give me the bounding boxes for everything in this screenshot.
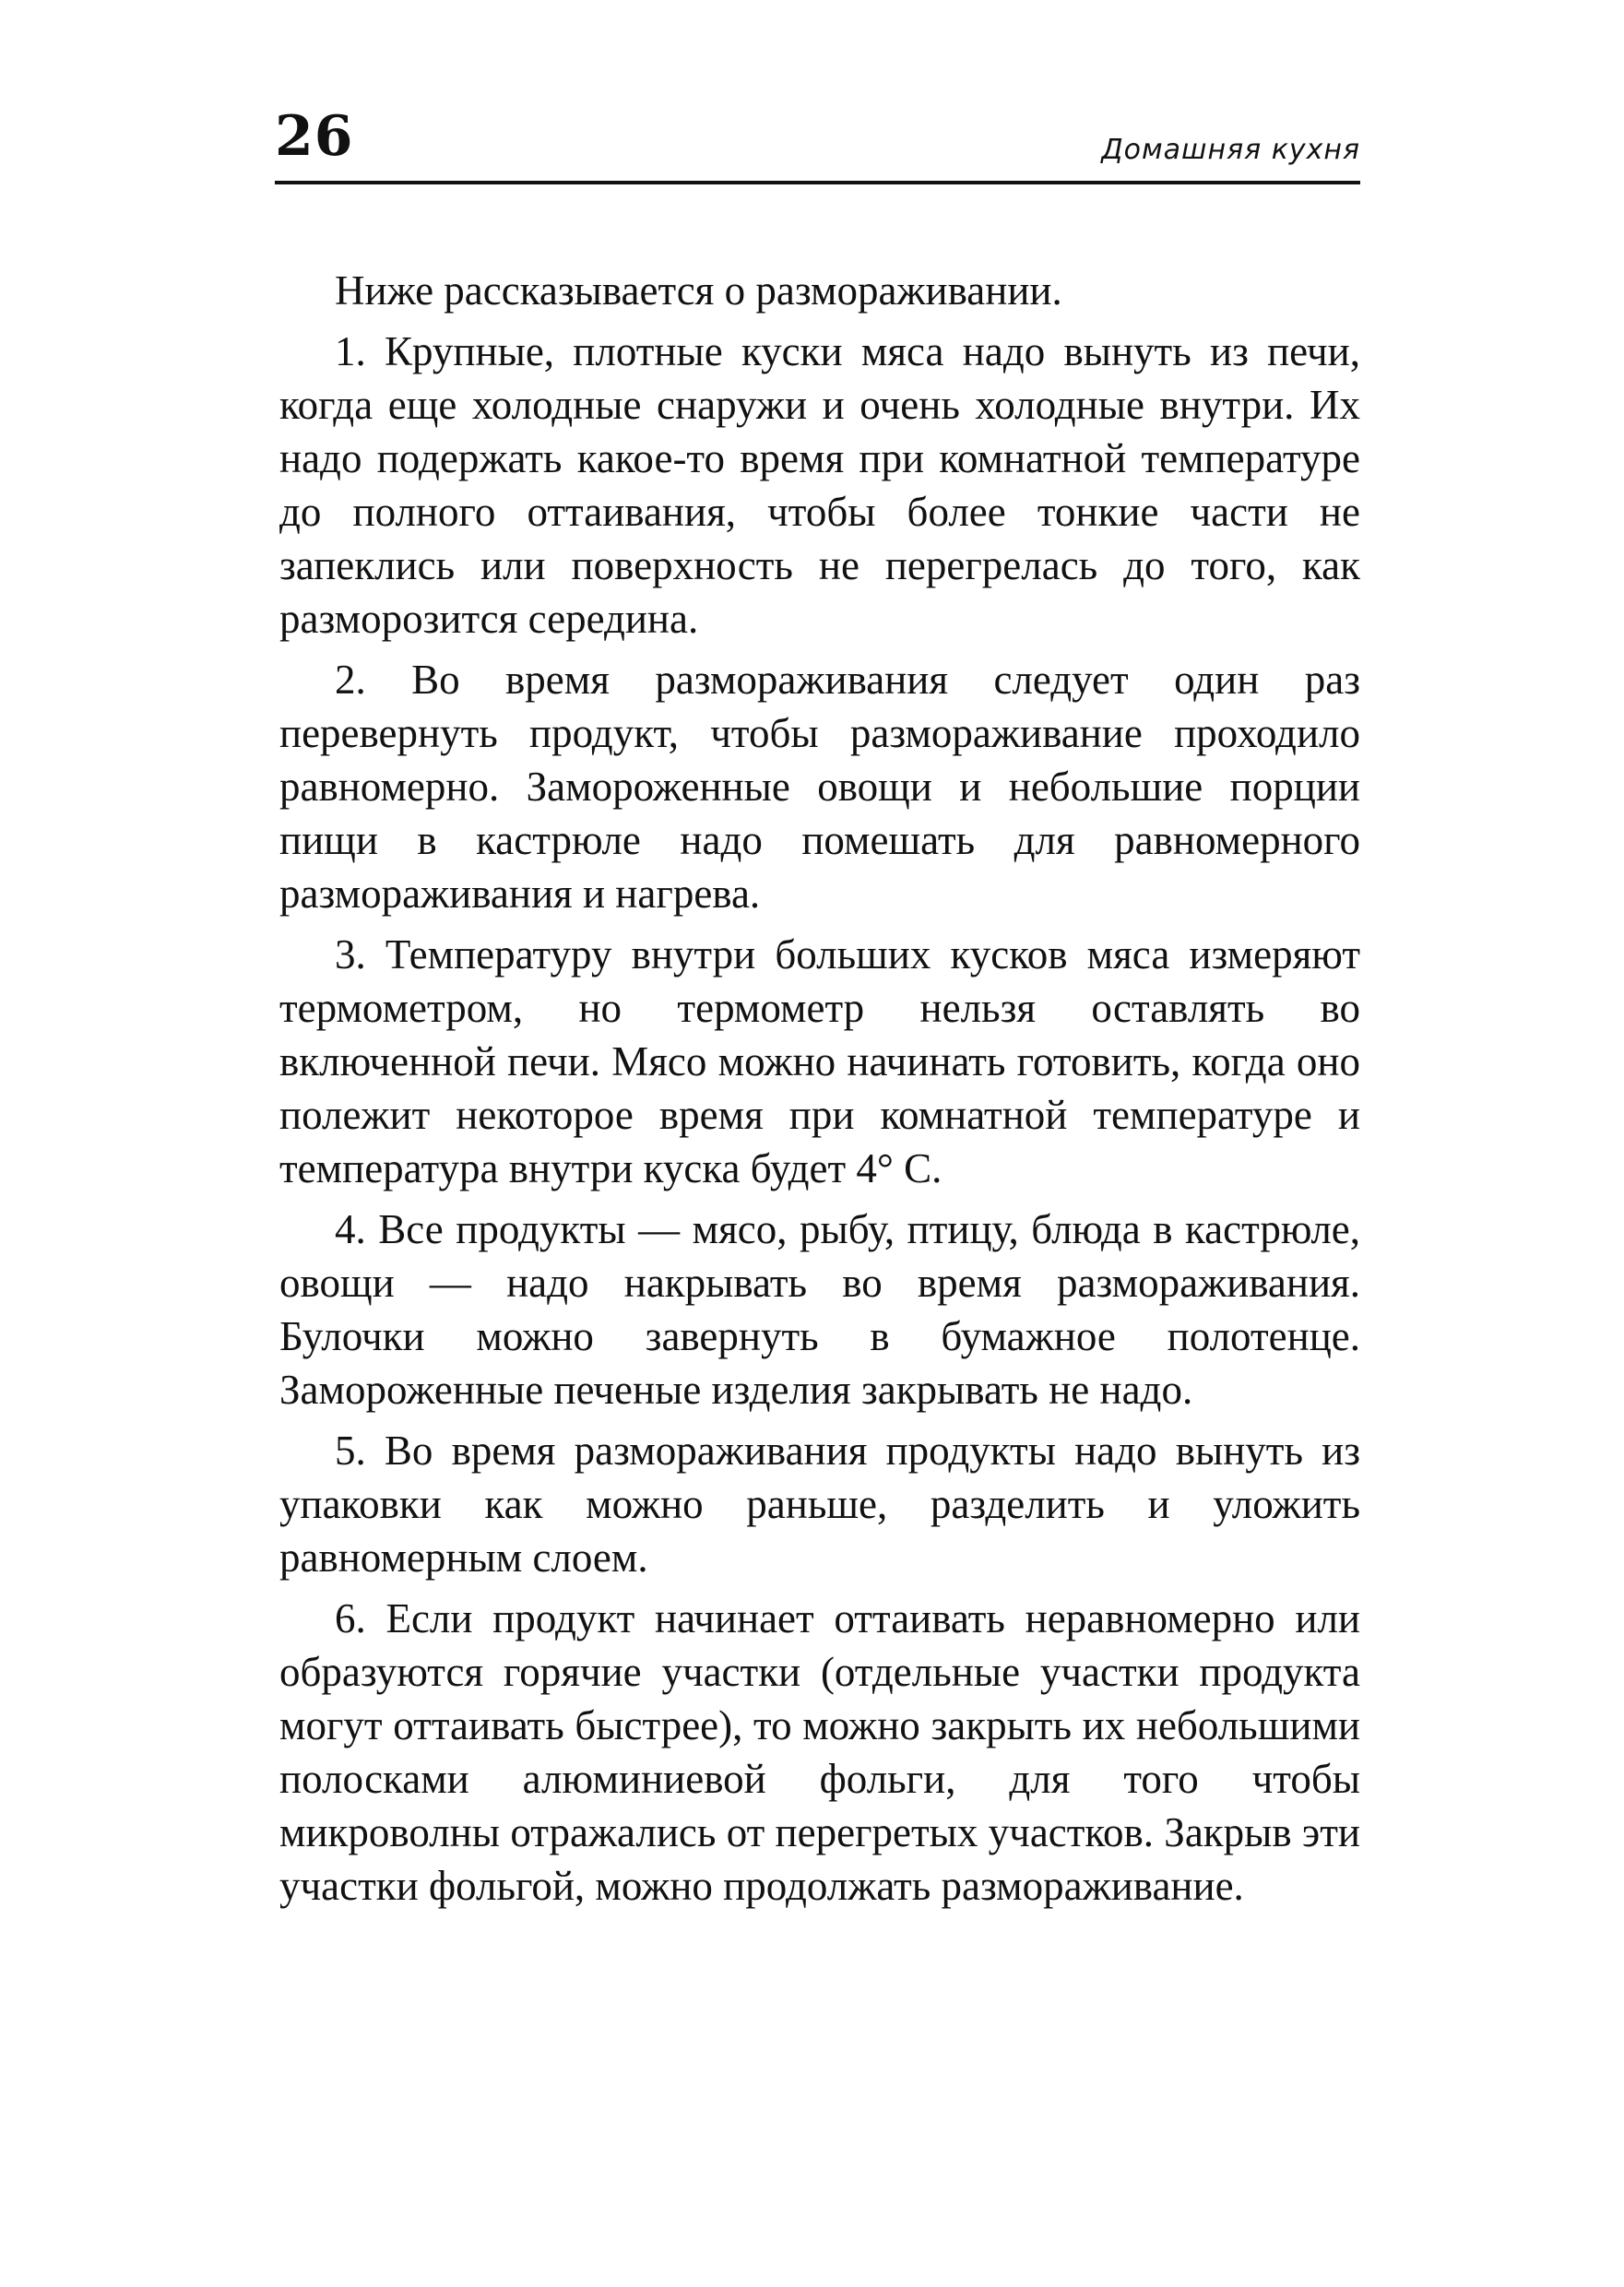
list-item-4: 4. Все продукты — мясо, рыбу, птицу, блюда в кастрюле, овощи — надо накрывать во время размораживания. Булочки можно завернуть в бумажное полотенце. Замороженные печеные изделия закрывать не надо. [279,1206,1360,1413]
header-rule [275,181,1360,184]
list-item-1: 1. Крупные, плотные куски мяса надо вынуть из печи, когда еще холодные снаружи и очень холодные внутри. Их надо подержать какое-то время при комнатной температуре до полного оттаивания, чтобы более тонкие части не запеклись или поверхность не перегрелась до того, как разморозится середина. [279,328,1360,642]
running-title: Домашняя кухня [1101,134,1360,166]
page-number: 26 [275,104,354,169]
list-item-2: 2. Во время размораживания следует один раз перевернуть продукт, чтобы размораживание проходило равномерно. Замороженные овощи и небольшие порции пищи в кастрюле надо помешать для равномерного размораживания и нагрева. [279,657,1360,917]
list-item-5: 5. Во время размораживания продукты надо вынуть из упаковки как можно раньше, разделить и уложить равномерным слоем. [279,1428,1360,1581]
page-body [279,264,1360,1913]
intro-paragraph: Ниже рассказывается о размораживании. [335,267,1062,314]
list-item-3: 3. Температуру внутри больших кусков мяса измеряют термометром, но термометр нельзя оставлять во включенной печи. Мясо можно начинать готовить, когда оно полежит некоторое время при комнатной температуре и температура внутри куска будет 4° С. [279,931,1360,1191]
list-item-6: 6. Если продукт начинает оттаивать неравномерно или образуются горячие участки (отдельные участки продукта могут оттаивать быстрее), то можно закрыть их небольшими полосками алюминиевой фольги, для того чтобы микроволны отражались от перегретых участков. Закрыв эти участки фольгой, можно продолжать размораживание. [279,1595,1360,1909]
